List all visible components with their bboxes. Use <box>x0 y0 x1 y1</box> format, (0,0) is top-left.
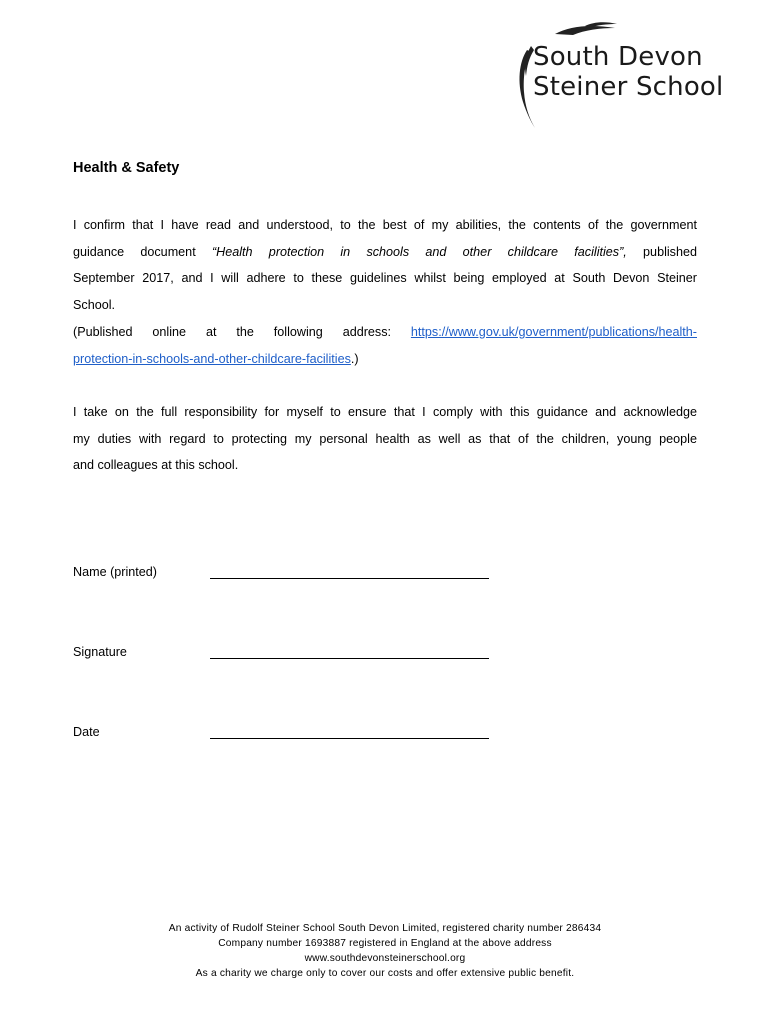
para1-line2-pre: guidance document <box>73 244 212 259</box>
logo-line-1: South Devon <box>533 42 703 72</box>
para2-line1: I take on the full responsibility for myself to ensure that I comply with this guidance and acknowledge <box>73 405 697 419</box>
para1-line3: September 2017, and I will adhere to these guidelines whilst being employed at South Devon Steiner <box>73 271 697 286</box>
signature-line[interactable] <box>210 658 489 659</box>
date-line[interactable] <box>210 738 489 739</box>
para1-line6-post: .) <box>350 351 359 366</box>
footer-line-1: An activity of Rudolf Steiner School South Devon Limited, registered charity number 286434 <box>168 923 602 934</box>
para2-line2: my duties with regard to protecting my personal health as well as that of the children, young people <box>73 431 697 446</box>
name-line[interactable] <box>210 578 489 579</box>
responsibility-paragraph <box>73 399 697 479</box>
para1-line4: School. <box>73 298 116 313</box>
para1-line1: I confirm that I have read and understood, to the best of my abilities, the contents of the government <box>73 218 697 232</box>
footer-website: www.southdevonsteinerschool.org <box>304 953 466 964</box>
guidance-link-part2[interactable]: protection-in-schools-and-other-childcare-facilities <box>73 351 351 366</box>
name-label: Name (printed) <box>73 565 157 579</box>
school-logo <box>515 22 730 132</box>
para2-line3: and colleagues at this school. <box>73 458 239 473</box>
para1-line2-post: published <box>626 244 697 259</box>
para1-line5 <box>73 319 697 346</box>
date-label: Date <box>73 725 100 739</box>
logo-line-2: Steiner School <box>533 72 724 102</box>
footer <box>0 921 770 981</box>
guidance-document-title: “Health protection in schools and other childcare facilities”, <box>211 244 627 259</box>
para1-line5-pre: (Published online at the following address: <box>73 324 411 339</box>
footer-line-2: Company number 1693887 registered in England at the above address <box>218 938 552 949</box>
para1-line2 <box>73 239 697 266</box>
para1-line6 <box>73 346 697 373</box>
signature-label: Signature <box>73 645 127 659</box>
guidance-link-part1[interactable]: https://www.gov.uk/government/publications/health- <box>410 324 697 339</box>
confirmation-paragraph <box>73 212 697 372</box>
section-heading: Health & Safety <box>73 160 180 176</box>
footer-line-4: As a charity we charge only to cover our costs and offer extensive public benefit. <box>195 968 575 979</box>
